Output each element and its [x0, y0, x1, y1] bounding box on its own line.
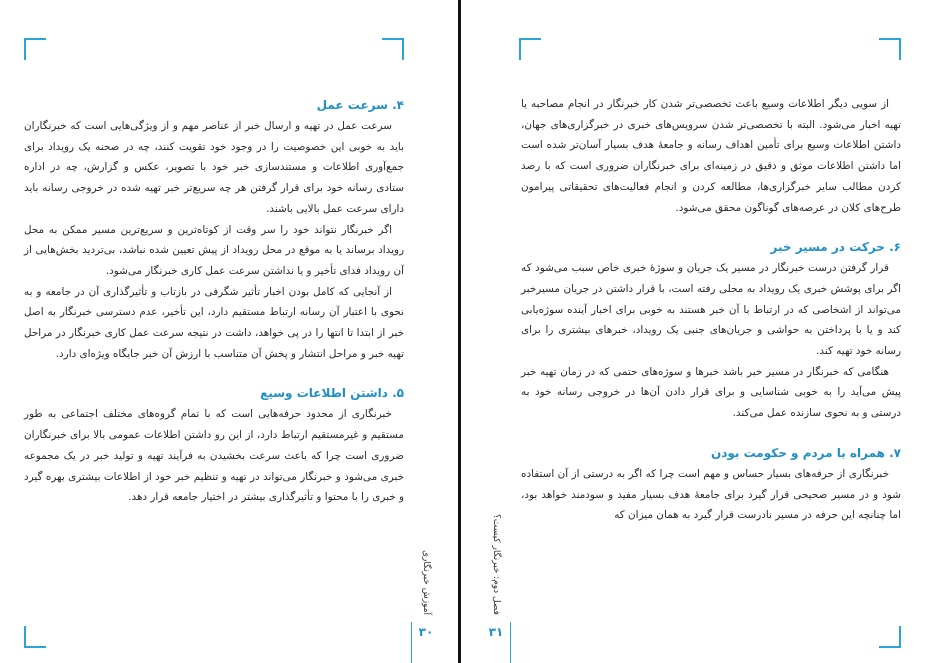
page-number-right: ۳۱	[488, 625, 504, 639]
crop-mark-top-right	[879, 38, 901, 60]
crop-mark-top-left	[519, 38, 541, 60]
running-head-left: آموزش خبرنگاری	[421, 549, 431, 615]
section-6-paragraph-1: قرار گرفتن درست خبرنگار در مسیر یک جریان و سوژهٔ خبری خاص سبب می‌شود که اگر برای پوشش خبری یک رویداد به محلی رفته است، با قرار داشتن در جریان مسیرخبر می‌تواند از اشخاصی که در ارتباط با آن خبر هستند به خوبی برای اخبار آینده سوژه‌یابی کند و یا با پرداختن به حواشی و جریان‌های جنبی یک رویداد، خبرهای بیشتری را برای رسانه خود تهیه کند.	[521, 262, 901, 358]
section-6-heading: ۶. حرکت در مسیر خبر	[770, 240, 901, 255]
crop-mark-top-right	[382, 38, 404, 60]
section-4-paragraph-2: اگر خبرنگار نتواند خود را سر وقت از کوتاه‌ترین و سریع‌ترین مسیر ممکن به محل رویداد برساند یا به موقع در محل رویداد از پیش تعیین شده نباشد، بی‌تردید بخش‌هایی از آن رویداد فدای تأخیر و یا نداشتن سرعت عمل کاری خبرنگار می‌شود.	[24, 223, 404, 277]
page-number-left: ۳۰	[418, 625, 434, 639]
section-5-heading: ۵. داشتن اطلاعات وسیع	[260, 386, 404, 401]
section-7-paragraph-1: خبرنگاری از حرفه‌های بسیار حساس و مهم است چرا که اگر به درستی از آن استفاده شود و در مسیر صحیحی قرار گیرد برای جامعهٔ هدف بسیار مفید و سودمند خواهد بود، اما چنانچه این حرفه در مسیر نادرست قرار گیرد به همان میزان که	[521, 467, 901, 522]
right-page	[461, 0, 931, 663]
section-5-paragraph-1: خبرنگاری از محدود حرفه‌هایی است که با تمام گروه‌های مختلف اجتماعی به طور مستقیم و غیرمستقیم ارتباط دارد، از این رو داشتن اطلاعات عمومی بالا برای خبرنگاران ضروری است چرا که باعث سرعت بخشیدن به فرآیند تهیه و تولید خبر در یک مجموعه خبری می‌شود و خبرنگار می‌تواند در تهیه و تنظیم خبر خود از اطلاعات بیشتری بهره گیرد و خبری را با محتوا و تأثیرگذاری بیشتر در اختیار جامعه قرار دهد.	[24, 408, 404, 504]
section-7-heading: ۷. همراه با مردم و حکومت بودن	[710, 445, 901, 460]
crop-mark-bottom-left	[24, 626, 46, 648]
section-4-heading: ۴. سرعت عمل	[316, 98, 404, 112]
left-page	[0, 0, 458, 663]
running-head-right: فصل دوم: خبرنگار کیست؟	[491, 514, 501, 615]
section-4-paragraph-3: از آنجایی که کامل بودن اخبار تأثیر شگرفی در بازتاب و تأثیرگذاری آن در جامعه و به نحوی با اعتبار آن رسانه ارتباط مستقیم دارد، این تأخیر، عدم دسترسی خبرنگار به اصل خبر از ابتدا تا انتها را در پی خواهد، داشت در نتیجه سرعت عمل کاری خبرنگار در مراحل تهیه خبر و مراحل انتشار و پخش آن متناسب با ارزش آن خبر جایگاه ویژه‌ای دارد.	[24, 285, 404, 360]
left-text-column	[24, 94, 404, 508]
right-text-column	[521, 94, 901, 526]
intro-paragraph: از سویی دیگر اطلاعات وسیع باعث تخصصی‌تر شدن کار خبرنگار در انجام مصاحبه یا تهیه اخبار می‌شود. البته با تخصصی‌تر شدن سرویس‌های خبری در خبرگزاری‌های جهان، داشتن اطلاعات وسیع برای تأمین اهداف رسانه و جامعهٔ هدف بسیار آسان‌تر شده است اما داشتن اطلاعات موثق و دقیق در زمینه‌ای برای خبرنگاران ضروری است که با رصد کردن مطالب سایر خبرگزاری‌ها، مطالعه کردن و انجام فعالیت‌های تحقیقاتی پیرامون طرح‌های کلان در عرصه‌های گوناگون محقق می‌شود.	[521, 98, 901, 214]
section-4-paragraph-1: سرعت عمل در تهیه و ارسال خبر از عناصر مهم و از ویژگی‌هایی است که خبرنگاران باید به خوبی این خصوصیت را در وجود خود تقویت کنند، چه در صحنه یک رویداد برای جمع‌آوری اطلاعات و مستندسازی خبر خود با تصویر، عکس و گزارش، چه در اداره ستادی رسانه خود برای قرار گرفتن هر چه سریع‌تر خبر تهیه شده در خروجی رسانه باید دارای سرعت عمل بالایی باشند.	[24, 120, 404, 215]
crop-mark-bottom-right	[879, 626, 901, 648]
crop-mark-top-left	[24, 38, 46, 60]
section-6-paragraph-2: هنگامی که خبرنگار در مسیر خبر باشد خبرها و سوژه‌های حتمی که در زمان تهیه خبر پیش می‌آید را به خوبی شناسایی و برای قرار دادن آن‌ها در خروجی رسانه خود به درستی و به نحوی سازنده عمل می‌کند.	[521, 365, 901, 420]
